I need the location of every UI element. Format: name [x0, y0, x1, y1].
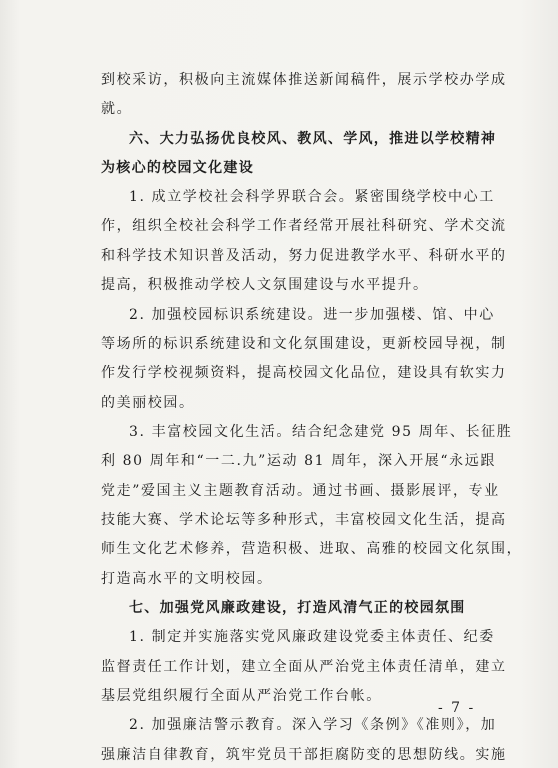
text-line: 到校采访，积极向主流媒体推送新闻稿件，展示学校办学成	[101, 72, 507, 88]
text-line: 师生文化艺术修养，营造积极、进取、高雅的校园文化氛围，	[101, 541, 523, 557]
text-line: 等场所的标识系统建设和文化氛围建设，更新校园导视，制	[101, 336, 507, 352]
text-line: 2. 加强廉洁警示教育。深入学习《条例》《准则》，加	[129, 717, 497, 733]
text-line: 作，组织全校社会科学工作者经常开展社科研究、学术交流	[101, 218, 507, 234]
text-line: 的美丽校园。	[101, 395, 195, 411]
text-line: 作发行学校视频资料，提高校园文化品位，建设具有软实力	[101, 365, 507, 381]
text-line: 1. 制定并实施落实党风廉政建设党委主体责任、纪委	[129, 629, 495, 645]
section-heading: 为核心的校园文化建设	[101, 160, 254, 176]
text-line: 技能大赛、学术论坛等多种形式，丰富校园文化生活，提高	[101, 512, 507, 528]
text-line: 强廉洁自律教育，筑牢党员干部拒腐防变的思想防线。实施	[101, 747, 507, 763]
text-line: 基层党组织履行全面从严治党工作台帐。	[101, 688, 382, 704]
text-line: 提高，积极推动学校人文氛围建设与水平提升。	[101, 277, 429, 293]
text-line: 2. 加强校园标识系统建设。进一步加强楼、馆、中心	[129, 307, 495, 323]
page-number: - 7 -	[438, 700, 476, 716]
text-line: 和科学技术知识普及活动，努力促进教学水平、科研水平的	[101, 248, 507, 264]
text-line: 党走”爱国主义主题教育活动。通过书画、摄影展评，专业	[101, 483, 500, 499]
text-line: 就。	[101, 101, 133, 117]
text-line: 利 80 周年和“一二.九”运动 81 周年，深入开展“永远跟	[101, 453, 496, 469]
text-line: 1. 成立学校社会科学界联合会。紧密围绕学校中心工	[129, 189, 495, 205]
section-heading: 六、大力弘扬优良校风、教风、学风，推进以学校精神	[129, 131, 497, 147]
section-heading: 七、加强党风廉政建设，打造风清气正的校园氛围	[129, 600, 466, 616]
text-line: 监督责任工作计划，建立全面从严治党主体责任清单，建立	[101, 659, 507, 675]
text-line: 3. 丰富校园文化生活。结合纪念建党 95 周年、长征胜	[129, 424, 513, 440]
text-line: 打造高水平的文明校园。	[101, 571, 273, 587]
